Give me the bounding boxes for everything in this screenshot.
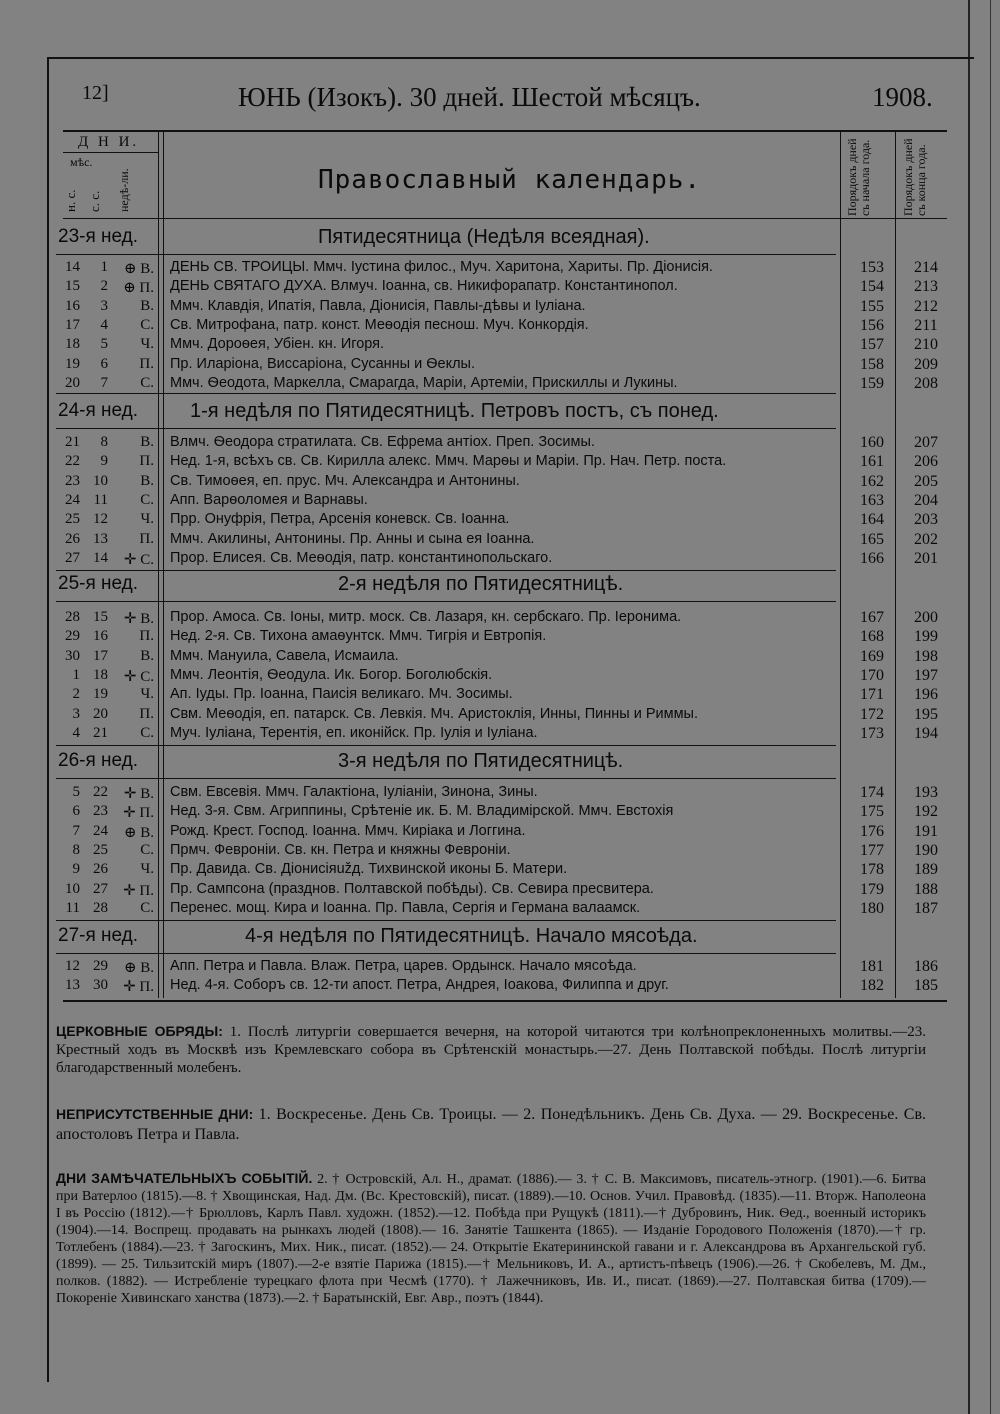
ordinal-from-start: 163 xyxy=(860,491,884,509)
ordinal-from-end: 197 xyxy=(914,666,938,684)
weekday: ✛ В. xyxy=(123,611,154,627)
old-style-day: 19 xyxy=(93,686,108,703)
weekday: В. xyxy=(140,434,154,450)
weekday: П. xyxy=(139,530,154,547)
ordinal-from-start: 176 xyxy=(860,822,884,840)
ordinal-from-start: 165 xyxy=(860,530,884,548)
new-style-day: 16 xyxy=(65,297,80,314)
weekday: Ч. xyxy=(140,861,154,878)
new-style-day: 22 xyxy=(65,453,80,470)
table-row xyxy=(56,803,946,822)
rule xyxy=(63,218,947,219)
ordinal-from-end: 204 xyxy=(914,491,938,509)
old-style-day: 27 xyxy=(93,880,108,897)
ordinal-from-end: 198 xyxy=(914,647,938,665)
old-style-day: 3 xyxy=(100,297,108,314)
old-style-day: 25 xyxy=(93,841,108,858)
table-row xyxy=(56,861,946,880)
saints-text: Прмч. Февроніи. Св. кн. Петра и княжны Февроніи. xyxy=(170,841,511,858)
table-row xyxy=(56,784,946,803)
rule xyxy=(56,953,836,954)
ordinal-from-end: 190 xyxy=(914,841,938,859)
saints-text: Перенес. мощ. Кира и Іоанна. Пр. Павла, Сергія и Германа валаамск. xyxy=(170,899,641,916)
new-style-day: 8 xyxy=(72,841,80,858)
ordinal-from-end: 207 xyxy=(914,434,938,451)
old-style-day: 8 xyxy=(100,434,108,450)
weekday: В. xyxy=(140,297,154,314)
ordinal-from-end: 214 xyxy=(914,259,938,276)
new-style-day: 4 xyxy=(72,724,80,741)
saints-text: Рожд. Крест. Господ. Іоанна. Ммч. Киріака и Логгина. xyxy=(170,822,526,839)
table-row xyxy=(56,958,946,977)
ordinal-from-start: 155 xyxy=(860,297,884,315)
saints-text: Муч. Іуліана, Терентія, еп. иконійск. Пр. Іулія и Іуліана. xyxy=(170,724,538,741)
ordinal-from-end: 196 xyxy=(914,686,938,704)
week-label: 25-я нед. xyxy=(58,573,139,594)
saints-text: Прр. Онуфрія, Петра, Арсенія коневск. Св. Іоанна. xyxy=(170,511,510,528)
ordinal-from-start: 156 xyxy=(860,316,884,334)
church-rites-text: 1. Послѣ литургіи совершается вечерня, на которой читаются три колѣнопреклоненныхъ молитвы.—23. Крестный ходъ въ Москвѣ изъ Кремлевскаго собора въ Срѣтенскій монастырь.—27. День Полтавской побѣды. Послѣ литургіи благодарственный молебенъ. xyxy=(56,1024,926,1076)
ordinal-from-end: 195 xyxy=(914,705,938,723)
table-row xyxy=(56,375,946,394)
new-style-day: 18 xyxy=(65,336,80,353)
saints-text: Нед. 4-я. Соборъ св. 12-ти апост. Петра, Андрея, Іоакова, Филиппа и друг. xyxy=(170,977,669,994)
ordinal-from-start: 174 xyxy=(860,784,884,801)
new-style-day: 11 xyxy=(65,899,80,916)
new-style-day: 21 xyxy=(65,434,80,450)
ordinal-from-end: 213 xyxy=(914,278,938,296)
ordinal-from-end: 205 xyxy=(914,472,938,490)
church-rites-note xyxy=(56,1022,926,1077)
ordinal-from-start: 159 xyxy=(860,374,884,392)
old-style-day: 17 xyxy=(93,647,108,664)
new-style-day: 5 xyxy=(72,784,80,800)
weekday: С. xyxy=(140,841,154,858)
ordinal-from-end: 201 xyxy=(914,549,938,567)
saints-text: Ммч. Леонтія, Ѳеодула. Ик. Богор. Боголюбскія. xyxy=(170,666,493,683)
week-title: 4-я недѣля по Пятидесятницѣ. Начало мясоѣда. xyxy=(245,925,698,947)
new-style-day: 26 xyxy=(65,530,80,547)
old-style-day: 2 xyxy=(100,278,108,295)
old-style-day: 26 xyxy=(93,861,108,878)
weekday: ✛ В. xyxy=(123,786,154,802)
week-title: 3-я недѣля по Пятидесятницѣ. xyxy=(338,750,624,772)
table-row xyxy=(56,706,946,725)
ordinal-from-start: 164 xyxy=(860,511,884,529)
ordinal-from-start: 168 xyxy=(860,628,884,646)
saints-text: Свм. Евсевія. Ммч. Галактіона, Іуліаніи, Зинона, Зины. xyxy=(170,784,538,800)
table-row xyxy=(56,434,946,453)
week-label: 24-я нед. xyxy=(58,400,139,421)
saints-text: Апп. Варѳоломея и Варнавы. xyxy=(170,491,368,508)
weekday: ✛ П. xyxy=(123,805,154,822)
weekday: П. xyxy=(139,453,154,470)
saints-text: Ммч. Мануила, Савела, Исмаила. xyxy=(170,647,399,664)
saints-text: Прор. Елисея. Св. Меѳодія, патр. константинопольскаго. xyxy=(170,549,553,566)
table-row xyxy=(56,648,946,667)
ordinal-from-end: 193 xyxy=(914,784,938,801)
new-style-day: 12 xyxy=(65,958,80,974)
new-style-day: 27 xyxy=(65,549,80,566)
ordinal-from-start: 153 xyxy=(860,259,884,276)
ordinal-from-end: 208 xyxy=(914,374,938,392)
new-style-day: 2 xyxy=(72,686,80,703)
saints-text: Нед. 2-я. Св. Тихона амаѳунтск. Ммч. Тигрія и Евтропія. xyxy=(170,628,547,645)
weekday: ⊕ П. xyxy=(123,280,154,297)
ordinal-from-end: 206 xyxy=(914,453,938,471)
week-title: Пятидесятница (Недѣля всеядная). xyxy=(318,226,650,248)
church-rites-heading: ЦЕРКОВНЫЕ ОБРЯДЫ: xyxy=(56,1023,223,1039)
saints-text: Пр. Давида. Св. Діонисіяužд. Тихвинской иконы Б. Матери. xyxy=(170,861,568,878)
table-row xyxy=(56,609,946,628)
table-row xyxy=(56,900,946,919)
old-style-day: 15 xyxy=(93,609,108,625)
table-row xyxy=(56,453,946,472)
weekday: Ч. xyxy=(140,686,154,703)
old-style-day: 24 xyxy=(93,822,108,839)
month-header: мѣс. xyxy=(70,155,93,169)
new-style-day: 13 xyxy=(65,977,80,994)
table-row xyxy=(56,842,946,861)
new-style-day: 17 xyxy=(65,316,80,333)
weekday: В. xyxy=(140,472,154,489)
ordinal-from-end: 200 xyxy=(914,609,938,626)
weekday: ✛ С. xyxy=(123,551,154,568)
old-style-day: 18 xyxy=(93,666,108,683)
old-style-day: 12 xyxy=(93,511,108,528)
new-style-day: 29 xyxy=(65,628,80,645)
new-style-day: 20 xyxy=(65,374,80,391)
new-style-day: 19 xyxy=(65,355,80,372)
saints-text: Нед. 3-я. Свм. Агриппины, Срѣтеніе ик. Б. М. Владимірской. Ммч. Евстохія xyxy=(170,803,674,820)
ordinal-from-start: 161 xyxy=(860,453,884,471)
ordinal-from-start: 170 xyxy=(860,666,884,684)
ordinal-from-start: 167 xyxy=(860,609,884,626)
saints-text: Прор. Амоса. Св. Іоны, митр. моск. Св. Лазаря, кн. сербскаго. Пр. Іеронима. xyxy=(170,609,682,625)
weekday: ⊕ В. xyxy=(123,261,154,277)
new-style-day: 30 xyxy=(65,647,80,664)
events-note xyxy=(56,1170,926,1307)
calendar-title: Православный календарь. xyxy=(318,165,702,195)
rule xyxy=(56,920,836,921)
weekday: В. xyxy=(140,647,154,664)
old-style-day: 9 xyxy=(100,453,108,470)
table-row xyxy=(56,667,946,686)
ordinal-from-end: 212 xyxy=(914,297,938,315)
ordinal-from-end: 185 xyxy=(914,977,938,995)
old-style-day: 5 xyxy=(100,336,108,353)
ordinal-start-header: Порядокъ дней съ начала года. xyxy=(845,138,872,216)
old-style-day: 30 xyxy=(93,977,108,994)
holidays-note xyxy=(56,1104,926,1145)
rule xyxy=(56,428,836,429)
saints-text: Нед. 1-я, всѣхъ св. Св. Кирилла алекс. Ммч. Марѳы и Маріи. Пр. Нач. Петр. поста. xyxy=(170,453,727,470)
ordinal-from-start: 179 xyxy=(860,880,884,898)
ordinal-from-start: 178 xyxy=(860,861,884,879)
rule xyxy=(56,745,836,746)
ordinal-from-end: 210 xyxy=(914,336,938,354)
new-style-day: 6 xyxy=(72,803,80,820)
ordinal-from-start: 173 xyxy=(860,724,884,742)
ordinal-from-end: 211 xyxy=(914,316,938,334)
weekday: П. xyxy=(139,705,154,722)
page-year: 1908. xyxy=(872,82,933,112)
events-text: 2. † Островскій, Ал. Н., драмат. (1886).— 3. † С. В. Максимовъ, писатель-этногр. (1901).—6. Битва при Ватерлоо (1815).—8. † Хвощинская, Над. Дм. (Вс. Крестовскій), писат. (1889).—10. Основ. Учил. Правовѣд. (1835).—11. Вторж. Наполеона I въ Россію (1812).—† Брюлловъ, Карлъ Павл. художн. (1852).—12. Побѣда при Рущукѣ (1811).—† Дубровинъ, Ник. Ѳед., военный историкъ (1904).—14. Воспрещ. продавать на рынкахъ людей (1808).— 16. Занятіе Ташкента (1865). — Изданіе Городового Положенія (1870).—† гр. Тотлебенъ (1884).—23. † Загоскинъ, Мих. Ник., писат. (1852).— 24. Открытіе Екатерининской гавани и г. Александрова въ Архангельской губ. (1899). — 25. Тильзитскій миръ (1807).—2-е взятіе Парижа (1815).—† Мельниковъ, И. А., артистъ-пѣвецъ (1906).—26. † Скобелевъ, М. Дм., полков. (1882). — Истребленіе турецкаго флота при Чесмѣ (1770). † Лажечниковъ, Ив. И., писат. (1869).—27. Полтавская битва (1709).—Покореніе Хивинскаго ханства (1873).—2. † Баратынскій, Евг. Авр., поэтъ (1844). xyxy=(56,1172,927,1306)
weekday: Ч. xyxy=(140,336,154,353)
ordinal-from-start: 157 xyxy=(860,336,884,354)
weekday: С. xyxy=(140,491,154,508)
table-row xyxy=(56,686,946,705)
old-style-day: 4 xyxy=(100,316,108,333)
saints-text: Ап. Іуды. Пр. Іоанна, Паисія великаго. Мч. Зосимы. xyxy=(170,686,513,703)
rule xyxy=(56,254,836,255)
ordinal-from-start: 182 xyxy=(860,977,884,995)
new-style-day: 10 xyxy=(65,880,80,897)
ordinal-from-end: 192 xyxy=(914,803,938,821)
saints-text: Свм. Меѳодія, еп. патарск. Св. Левкія. Мч. Аристоклія, Инны, Пинны и Риммы. xyxy=(170,705,699,722)
weekday: С. xyxy=(140,374,154,391)
ordinal-from-end: 189 xyxy=(914,861,938,879)
rule xyxy=(63,152,158,153)
days-header: Д Н И. xyxy=(78,134,140,150)
ordinal-from-end: 188 xyxy=(914,880,938,898)
ordinal-from-end: 203 xyxy=(914,511,938,529)
saints-text: Св. Тимоѳея, еп. прус. Мч. Александра и Антонины. xyxy=(170,472,520,489)
old-style-day: 29 xyxy=(93,958,108,974)
weekday: С. xyxy=(140,724,154,741)
old-style-day: 22 xyxy=(93,784,108,800)
old-style-day: 20 xyxy=(93,705,108,722)
ordinal-from-start: 180 xyxy=(860,899,884,917)
weekday-header: недѣ-ли. xyxy=(117,168,131,212)
table-row xyxy=(56,259,946,278)
new-style-day: 28 xyxy=(65,609,80,625)
weekday: ⊕ В. xyxy=(123,960,154,976)
events-heading: ДНИ ЗАМѢЧАТЕЛЬНЫХЪ СОБЫТІЙ. xyxy=(56,1170,313,1186)
old-style-day: 21 xyxy=(93,724,108,741)
ordinal-end-header: Порядокъ дней съ конца года. xyxy=(901,138,928,216)
saints-text: Апп. Петра и Павла. Влаж. Петра, царев. Ордынск. Начало мясоѣда. xyxy=(170,958,637,974)
ordinal-from-start: 162 xyxy=(860,472,884,490)
new-style-day: 25 xyxy=(65,511,80,528)
page-title: ЮНЬ (Изокъ). 30 дней. Шестой мѣсяцъ. xyxy=(238,82,701,112)
saints-text: Ммч. Ѳеодота, Маркелла, Смарагда, Маріи, Артеміи, Прискиллы и Лукины. xyxy=(170,374,678,391)
weekday: С. xyxy=(140,316,154,333)
holidays-heading: НЕПРИСУТСТВЕННЫЕ ДНИ: xyxy=(56,1106,254,1122)
week-title: 1-я недѣля по Пятидесятницѣ. Петровъ постъ, съ понед. xyxy=(190,400,719,422)
week-label: 26-я нед. xyxy=(58,750,139,771)
old-style-day: 6 xyxy=(100,355,108,372)
ordinal-from-start: 169 xyxy=(860,647,884,665)
new-style-day: 9 xyxy=(72,861,80,878)
table-row xyxy=(56,531,946,550)
ordinal-from-start: 160 xyxy=(860,434,884,451)
saints-text: Пр. Сампсона (празднов. Полтавской побѣды). Св. Севира пресвитера. xyxy=(170,880,654,897)
old-style-day: 11 xyxy=(93,491,108,508)
table-row xyxy=(56,550,946,569)
table-row xyxy=(56,336,946,355)
weekday: С. xyxy=(140,899,154,916)
ordinal-from-start: 181 xyxy=(860,958,884,975)
table-row xyxy=(56,511,946,530)
ordinal-from-start: 171 xyxy=(860,686,884,704)
old-style-day: 13 xyxy=(93,530,108,547)
rule xyxy=(56,778,836,779)
ordinal-from-start: 166 xyxy=(860,549,884,567)
weekday: ⊕ В. xyxy=(123,824,154,841)
old-style-day: 28 xyxy=(93,899,108,916)
week-title: 2-я недѣля по Пятидесятницѣ. xyxy=(338,573,624,595)
new-style-header: с. с. xyxy=(87,190,102,212)
new-style-day: 23 xyxy=(65,472,80,489)
weekday: П. xyxy=(139,355,154,372)
new-style-day: 24 xyxy=(65,491,80,508)
weekday: ✛ С. xyxy=(123,668,154,685)
table-row xyxy=(56,823,946,842)
new-style-day: 7 xyxy=(72,822,80,839)
weekday: Ч. xyxy=(140,511,154,528)
weekday: ✛ П. xyxy=(123,882,154,899)
holidays-text: 1. Воскресенье. День Св. Троицы. — 2. Понедѣльникъ. День Св. Духа. — 29. Воскресенье. Св. апостоловъ Петра и Павла. xyxy=(56,1106,927,1143)
old-style-day: 14 xyxy=(93,549,108,566)
rule xyxy=(56,570,836,571)
old-style-day: 23 xyxy=(93,803,108,820)
old-style-day: 1 xyxy=(100,259,108,275)
table-row xyxy=(56,278,946,297)
new-style-day: 3 xyxy=(72,705,80,722)
weekday: П. xyxy=(139,628,154,645)
old-style-day: 7 xyxy=(100,374,108,391)
new-style-day: 14 xyxy=(65,259,80,275)
saints-text: Пр. Иларіона, Виссаріона, Сусанны и Ѳеклы. xyxy=(170,355,476,372)
table-row xyxy=(56,356,946,375)
table-row xyxy=(56,881,946,900)
old-style-header: н. с. xyxy=(63,189,78,212)
ordinal-from-end: 209 xyxy=(914,355,938,373)
page-number: 12] xyxy=(82,82,109,104)
weekday: ✛ П. xyxy=(123,979,154,996)
table-row xyxy=(56,298,946,317)
ordinal-from-end: 191 xyxy=(914,822,938,840)
ordinal-from-end: 187 xyxy=(914,899,938,917)
old-style-day: 10 xyxy=(93,472,108,489)
old-style-day: 16 xyxy=(93,628,108,645)
ordinal-from-start: 175 xyxy=(860,803,884,821)
new-style-day: 15 xyxy=(65,278,80,295)
saints-text: Ммч. Акилины, Антонины. Пр. Анны и сына ея Іоанна. xyxy=(170,530,535,547)
table-row xyxy=(56,317,946,336)
rule xyxy=(56,393,836,394)
table-row xyxy=(56,492,946,511)
ordinal-from-start: 158 xyxy=(860,355,884,373)
saints-text: Св. Митрофана, патр. конст. Меѳодія песнош. Муч. Конкордія. xyxy=(170,316,589,333)
saints-text: Ммч. Клавдія, Ипатія, Павла, Діонисія, Павлы-дѣвы и Іуліана. xyxy=(170,297,586,314)
ordinal-from-end: 194 xyxy=(914,724,938,742)
table-row xyxy=(56,473,946,492)
new-style-day: 1 xyxy=(72,666,80,683)
saints-text: Ммч. Дороѳея, Убіен. кн. Игоря. xyxy=(170,336,385,353)
week-label: 27-я нед. xyxy=(58,925,139,946)
week-label: 23-я нед. xyxy=(58,226,139,247)
ordinal-from-start: 154 xyxy=(860,278,884,296)
saints-text: ДЕНЬ СВ. ТРОИЦЫ. Ммч. Іустина филос., Муч. Харитона, Хариты. Пр. Діонисія. xyxy=(170,259,713,275)
ordinal-from-start: 177 xyxy=(860,841,884,859)
table-row xyxy=(56,628,946,647)
right-border-line-2 xyxy=(990,0,991,1414)
ordinal-from-start: 172 xyxy=(860,705,884,723)
ordinal-from-end: 199 xyxy=(914,628,938,646)
saints-text: ДЕНЬ СВЯТАГО ДУХА. Влмуч. Іоанна, св. Никифорапатр. Константинопол. xyxy=(170,278,678,295)
table-row xyxy=(56,725,946,744)
ordinal-from-end: 202 xyxy=(914,530,938,548)
table-row xyxy=(56,977,946,996)
ordinal-from-end: 186 xyxy=(914,958,938,975)
saints-text: Влмч. Ѳеодора стратилата. Св. Ефрема антіох. Преп. Зосимы. xyxy=(170,434,595,450)
rule xyxy=(56,601,836,602)
